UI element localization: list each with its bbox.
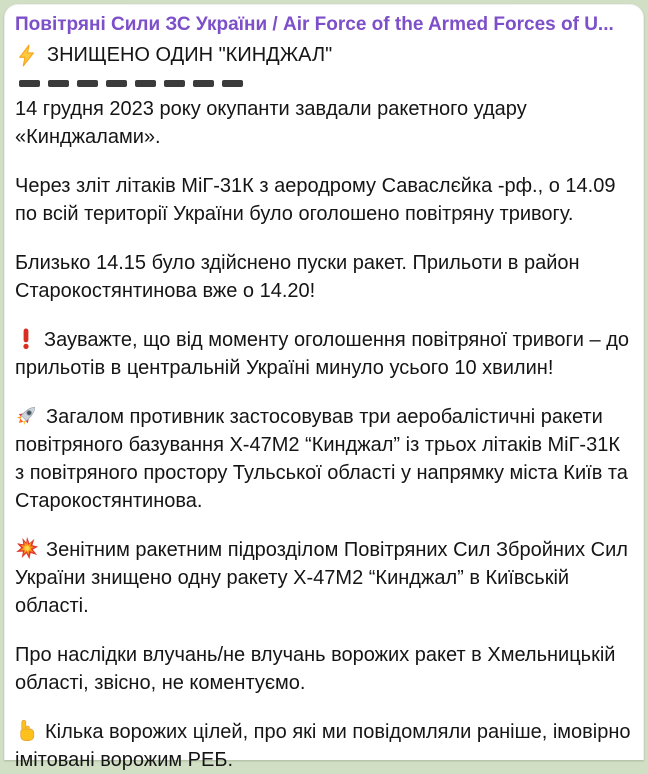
index-pointing-up-icon xyxy=(15,719,38,742)
message-headline xyxy=(15,40,631,70)
heavy-minus-icon xyxy=(135,80,156,87)
headline-text: ЗНИЩЕНО ОДИН "КИНДЖАЛ" xyxy=(47,40,332,70)
heavy-minus-icon xyxy=(164,80,185,87)
paragraph-text: Загалом противник застосовував три аеробалістичні ракети повітряного базування Х-47М2 “Кинджал” із трьох літаків МіГ-31К з повітряного простору Тульської області у напрямку міста Київ та Старокостянтинова. xyxy=(15,406,628,512)
paragraph-text: Близько 14.15 було здійснено пуски ракет. Прильоти в район Старокостянтинова вже о 14.20! xyxy=(15,252,580,302)
message-paragraph xyxy=(15,403,631,515)
heavy-minus-icon xyxy=(77,80,98,87)
message-paragraph xyxy=(15,95,631,151)
message-paragraph xyxy=(15,249,631,305)
message-paragraph xyxy=(15,718,631,774)
message-paragraph xyxy=(15,172,631,228)
zap-icon xyxy=(15,44,38,67)
paragraph-text: Через зліт літаків МіГ-31К з аеродрому Саваслєйка -рф., о 14.09 по всій території України було оголошено повітряну тривогу. xyxy=(15,175,615,225)
heavy-minus-icon xyxy=(19,80,40,87)
paragraph-text: Зауважте, що від моменту оголошення повітряної тривоги – до прильотів в центральній Україні минуло усього 10 хвилин! xyxy=(15,329,629,379)
heavy-minus-icon xyxy=(222,80,243,87)
paragraph-text: 14 грудня 2023 року окупанти завдали ракетного удару «Кинджалами». xyxy=(15,98,527,148)
heavy-minus-icon xyxy=(193,80,214,87)
channel-name[interactable]: Повітряні Сили ЗС України / Air Force of the Armed Forces of U... xyxy=(15,12,631,38)
dash-separator xyxy=(19,80,627,87)
red-exclamation-icon xyxy=(15,327,37,350)
paragraph-text: Кілька ворожих цілей, про які ми повідомляли раніше, імовірно імітовані ворожим РЕБ. xyxy=(15,721,631,771)
collision-icon xyxy=(15,536,39,560)
message-content xyxy=(5,5,643,774)
rocket-icon xyxy=(15,403,39,427)
heavy-minus-icon xyxy=(48,80,69,87)
message-paragraph xyxy=(15,326,631,382)
message-bubble xyxy=(4,4,644,760)
paragraph-text: Про наслідки влучань/не влучань ворожих ракет в Хмельницькій області, звісно, не коментуємо. xyxy=(15,644,615,694)
heavy-minus-icon xyxy=(106,80,127,87)
message-paragraph xyxy=(15,641,631,697)
message-paragraph xyxy=(15,536,631,620)
paragraph-text: Зенітним ракетним підрозділом Повітряних Сил Збройних Сил України знищено одну ракету Х-47М2 “Кинджал” в Київській області. xyxy=(15,539,628,617)
